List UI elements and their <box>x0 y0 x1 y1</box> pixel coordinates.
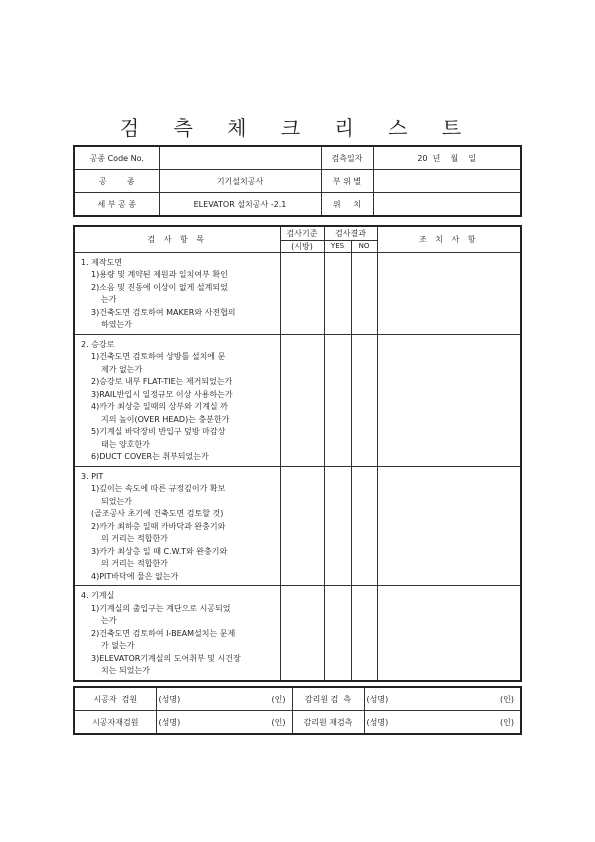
item-text-cont: 치는 되었는가 <box>101 666 150 675</box>
item-text: 6)DUCT COVER는 취부되었는가 <box>91 452 209 461</box>
work-type-label: 공 종 <box>74 170 159 193</box>
contractor-inspector-label: 시공자 검원 <box>74 687 156 711</box>
item-text: 3)RAIL반입시 일정규모 이상 사용하는가 <box>91 389 233 399</box>
location-value[interactable] <box>373 193 521 217</box>
work-type-value[interactable]: 기기설치공사 <box>159 170 321 193</box>
checklist-section <box>74 252 521 334</box>
item-text-cont: 는가 <box>101 616 117 625</box>
yes-cell[interactable] <box>324 252 351 334</box>
col-header-no: NO <box>351 240 377 252</box>
item-text: 4)PIT바닥에 물은 없는가 <box>91 571 179 581</box>
yes-cell[interactable] <box>324 334 351 466</box>
no-cell[interactable] <box>351 586 377 681</box>
item-text-cont: 제가 없는가 <box>101 364 143 374</box>
item-text-cont: 태는 양호한가 <box>101 439 150 449</box>
standard-cell[interactable] <box>280 252 324 334</box>
part-label: 부 위 별 <box>321 170 373 193</box>
standard-cell[interactable] <box>280 334 324 466</box>
col-header-standard-sub: (시방) <box>280 240 324 252</box>
action-cell[interactable] <box>377 586 521 681</box>
item-text-cont: 하였는가 <box>101 320 132 329</box>
col-header-items: 검 사 항 목 <box>74 226 280 252</box>
header-info-table <box>73 145 522 217</box>
inspection-date-label: 검측일자 <box>321 146 373 170</box>
signature-table <box>73 686 522 735</box>
section-title: 2. 승강로 <box>81 339 115 349</box>
checklist-section <box>74 466 521 586</box>
item-text: 5)기계실 바닥장비 반입구 덮방 마감상 <box>91 427 226 436</box>
item-text: 3)ELEVATOR기계실의 도어취부 및 시건장 <box>91 653 241 663</box>
item-text: 2)카가 최하층 일때 카바닥과 완충기와 <box>91 521 226 531</box>
part-value[interactable] <box>373 170 521 193</box>
no-cell[interactable] <box>351 466 377 586</box>
section-title: 1. 제작도면 <box>81 257 123 267</box>
standard-cell[interactable] <box>280 466 324 586</box>
item-text-cont: 는가 <box>101 295 117 304</box>
item-text: 2)소음 및 진동에 이상이 없게 설계되었 <box>91 282 228 292</box>
contractor-inspector-sign[interactable] <box>156 687 292 711</box>
yes-cell[interactable] <box>324 586 351 681</box>
seal-placeholder: (인) <box>500 717 514 727</box>
page-title: 검 측 체 크 리 스 트 <box>119 116 476 140</box>
col-header-yes: YES <box>324 240 351 252</box>
no-cell[interactable] <box>351 252 377 334</box>
detail-work-value[interactable]: ELEVATOR 설치공사 -2.1 <box>159 193 321 217</box>
item-text: 1)기계실의 출입구는 계단으로 시공되었 <box>91 603 231 613</box>
col-header-standard: 검사기준 <box>280 226 324 240</box>
no-cell[interactable] <box>351 334 377 466</box>
yes-cell[interactable] <box>324 466 351 586</box>
detail-work-label: 세 부 공 종 <box>74 193 159 217</box>
item-text: 1)건축도면 검토하여 상방틀 설치에 문 <box>91 352 226 361</box>
item-text: 3)카가 최상층 일 때 C.W.T와 완충기와 <box>91 546 228 556</box>
section-items <box>74 466 280 586</box>
location-label: 위 치 <box>321 193 373 217</box>
work-code-label: 공종 Code No. <box>74 146 159 170</box>
item-text-cont: 의 거리는 적합한가 <box>101 559 168 568</box>
contractor-reinspector-sign[interactable] <box>156 711 292 735</box>
standard-cell[interactable] <box>280 586 324 681</box>
section-items <box>74 586 280 681</box>
item-text: 2)건축도면 검토하여 I-BEAM설치는 문제 <box>91 628 236 638</box>
item-text-cont: 의 거리는 적합한가 <box>101 534 168 543</box>
checklist-section <box>74 334 521 466</box>
name-placeholder: (성명) <box>158 694 181 704</box>
item-text-cont: 가 없는가 <box>101 641 135 650</box>
section-title: 3. PIT <box>81 471 104 481</box>
item-text-cont: 지의 높이(OVER HEAD)는 충분한가 <box>101 414 230 424</box>
item-text: 4)카가 최상층 일때의 상부와 기계실 까 <box>91 402 228 411</box>
item-text: 3)건축도면 검토하여 MAKER와 사전협의 <box>91 307 236 317</box>
checklist-section <box>74 586 521 681</box>
seal-placeholder: (인) <box>500 694 514 704</box>
name-placeholder: (성명) <box>366 717 389 727</box>
inspection-date-value[interactable]: 20 년 월 일 <box>373 146 521 170</box>
checklist-table <box>73 225 522 682</box>
supervisor-inspection-sign[interactable] <box>364 687 521 711</box>
item-text: (골조공사 초기에 건축도면 검토할 것) <box>91 509 224 518</box>
action-cell[interactable] <box>377 252 521 334</box>
item-text: 2)승강로 내부 FLAT-TIE는 제거되었는가 <box>91 377 233 386</box>
item-text: 1)깊이는 속도에 따른 규정깊이가 확보 <box>91 484 226 493</box>
work-code-value[interactable] <box>159 146 321 170</box>
action-cell[interactable] <box>377 466 521 586</box>
supervisor-reinspection-sign[interactable] <box>364 711 521 735</box>
contractor-reinspector-label: 시공자재검원 <box>74 711 156 735</box>
section-title: 4. 기계실 <box>81 591 115 600</box>
name-placeholder: (성명) <box>366 694 389 704</box>
section-items <box>74 334 280 466</box>
item-text-cont: 되었는가 <box>101 496 132 506</box>
seal-placeholder: (인) <box>271 694 286 704</box>
item-text: 1)용량 및 계약된 제원과 일치여부 확인 <box>91 270 228 279</box>
col-header-result: 검사결과 <box>324 226 377 240</box>
supervisor-reinspection-label: 감리원 재검측 <box>292 711 364 735</box>
seal-placeholder: (인) <box>271 717 286 727</box>
section-items <box>74 252 280 334</box>
name-placeholder: (성명) <box>158 717 181 727</box>
supervisor-inspection-label: 감리원 검 측 <box>292 687 364 711</box>
col-header-action: 조 치 사 항 <box>377 226 521 252</box>
action-cell[interactable] <box>377 334 521 466</box>
